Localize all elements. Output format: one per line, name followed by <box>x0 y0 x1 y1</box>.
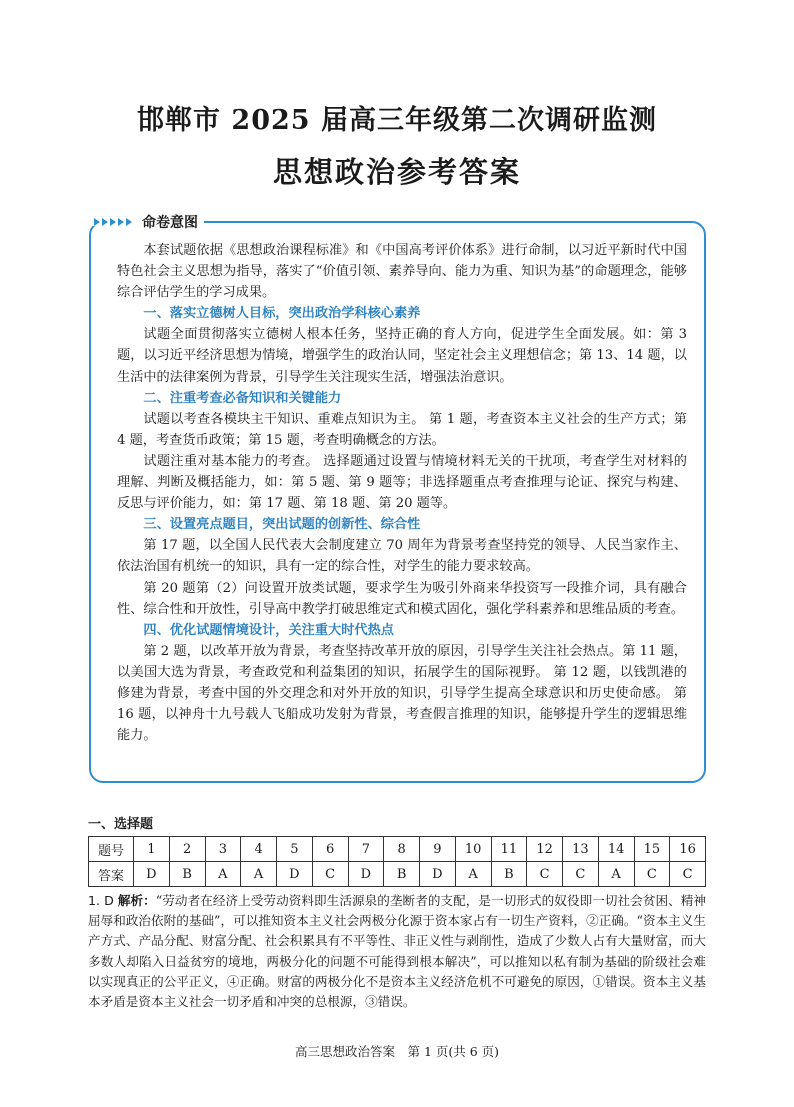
question-number: 7 <box>348 837 384 862</box>
explanation-1 <box>88 891 706 1012</box>
explanation-keyword: 解析： <box>117 893 156 908</box>
section-heading-2: 二、注重考查必备知识和关键能力 <box>143 390 342 406</box>
question-number: 12 <box>527 837 563 862</box>
question-number: 4 <box>241 837 277 862</box>
row-label-answer: 答案 <box>89 862 134 887</box>
section-heading-3: 三、设置亮点题目，突出试题的创新性、综合性 <box>143 517 421 533</box>
answer-cell: C <box>527 862 563 887</box>
answer-cell: B <box>169 862 205 887</box>
explanation-number: 1. D <box>88 893 114 908</box>
question-number: 1 <box>134 837 170 862</box>
choice-section-label: 一、选择题 <box>88 817 154 832</box>
intent-label: 命卷意图 <box>138 212 204 232</box>
question-number: 2 <box>169 837 205 862</box>
question-number: 9 <box>420 837 456 862</box>
arrows-icon <box>88 218 138 226</box>
section-heading-1: 一、落实立德树人目标，突出政治学科核心素养 <box>143 306 421 322</box>
intent-header <box>88 210 708 234</box>
answer-cell: A <box>455 862 491 887</box>
answer-table <box>88 836 706 887</box>
answer-cell: C <box>312 862 348 887</box>
question-number: 15 <box>634 837 670 862</box>
answer-cell: D <box>277 862 313 887</box>
intent-intro: 本套试题依据《思想政治课程标准》和《中国高考评价体系》进行命制，以习近平新时代中国特色社会主义思想为指导，落实了“价值引领、素养导向、能力为重、知识为基”的命题理念，能够综合评估学生的学习成果。 <box>117 243 687 301</box>
question-number: 16 <box>670 837 706 862</box>
section-4-paragraph-1: 第 2 题，以改革开放为背景，考查坚持改革开放的原因，引导学生关注社会热点。第 11 题，以美国大选为背景，考查政党和利益集团的知识，拓展学生的国际视野。 第 12 题，以钱凯港的修建为背景，考查中国的外交理念和对外开放的知识，引导学生提高全球意识和历史使命感。 第 16 题，以神舟十九号载人飞船成功发射为背景，考查假言推理的知识，能够提升学生的逻辑思维能力。 <box>117 643 687 744</box>
answer-cell: C <box>634 862 670 887</box>
answer-cell: C <box>670 862 706 887</box>
section-3-paragraph-2: 第 20 题第（2）问设置开放类试题，要求学生为吸引外商来华投资写一段推介词，具有融合性、综合性和开放性，引导高中教学打破思维定式和模式固化，强化学科素养和思维品质的考查。 <box>117 580 687 617</box>
document-title: 邯郸市 2025 届高三年级第二次调研监测 <box>137 105 657 136</box>
section-heading-4: 四、优化试题情境设计，关注重大时代热点 <box>143 622 394 638</box>
question-number: 5 <box>277 837 313 862</box>
question-number: 11 <box>491 837 527 862</box>
answer-row <box>89 862 706 887</box>
section-3-paragraph-1: 第 17 题，以全国人民代表大会制度建立 70 周年为背景考查坚持党的领导、人民当家作主、依法治国有机统一的知识，具有一定的综合性，对学生的能力要求较高。 <box>117 538 687 575</box>
row-label-number: 题号 <box>89 837 134 862</box>
answer-cell: D <box>348 862 384 887</box>
document-subtitle: 思想政治参考答案 <box>272 155 521 189</box>
section-1-paragraph-1: 试题全面贯彻落实立德树人根本任务，坚持正确的育人方向，促进学生全面发展。如：第 3 题，以习近平经济思想为情境，增强学生的政治认同，坚定社会主义理想信念；第 13、14 题，以生活中的法律案例为背景，引导学生关注现实生活，增强法治意识。 <box>117 327 687 385</box>
intent-body <box>117 240 687 746</box>
answer-cell: C <box>563 862 599 887</box>
section-2-paragraph-2: 试题注重对基本能力的考查。 选择题通过设置与情境材料无关的干扰项，考查学生对材料的理解、判断及概括能力，如：第 5 题、第 9 题等；非选择题重点考查推理与论证、探究与构建、反思与评价能力，如：第 17 题、第 18 题、第 20 题等。 <box>117 453 687 512</box>
question-number: 10 <box>455 837 491 862</box>
answer-cell: B <box>491 862 527 887</box>
explanation-text: “劳动者在经济上受劳动资料即生活源泉的垄断者的支配，是一切形式的奴役即一切社会贫困、精神屈辱和政治依附的基础”，可以推知资本主义社会两极分化源于资本家占有一切生产资料，②正确。“资本主义生产方式、产品分配、财富分配、社会积累具有不平等性、非正义性与剥削性，造成了少数人占有大量财富，而大多数人却陷入日益贫穷的境地，两极分化的问题不可能得到根本解决”，可以推知以私有制为基础的阶级社会难以实现真正的公平正义，④正确。财富的两极分化不是资本主义经济危机不可避免的原因，①错误。资本主义基本矛盾是资本主义社会一切矛盾和冲突的总根源，③错误。 <box>88 893 706 1010</box>
section-2-paragraph-1: 试题以考查各模块主干知识、重难点知识为主。 第 1 题，考查资本主义社会的生产方式；第 4 题，考查货币政策；第 15 题，考查明确概念的方法。 <box>117 411 687 448</box>
answer-cell: B <box>384 862 420 887</box>
answer-cell: D <box>134 862 170 887</box>
answer-cell: A <box>205 862 241 887</box>
question-number: 6 <box>312 837 348 862</box>
page-footer: 高三思想政治答案 第 1 页(共 6 页) <box>294 1044 500 1059</box>
question-number-row <box>89 837 706 862</box>
answer-cell: A <box>598 862 634 887</box>
question-number: 14 <box>598 837 634 862</box>
answer-cell: A <box>241 862 277 887</box>
question-number: 13 <box>563 837 599 862</box>
answer-cell: D <box>420 862 456 887</box>
question-number: 8 <box>384 837 420 862</box>
question-number: 3 <box>205 837 241 862</box>
